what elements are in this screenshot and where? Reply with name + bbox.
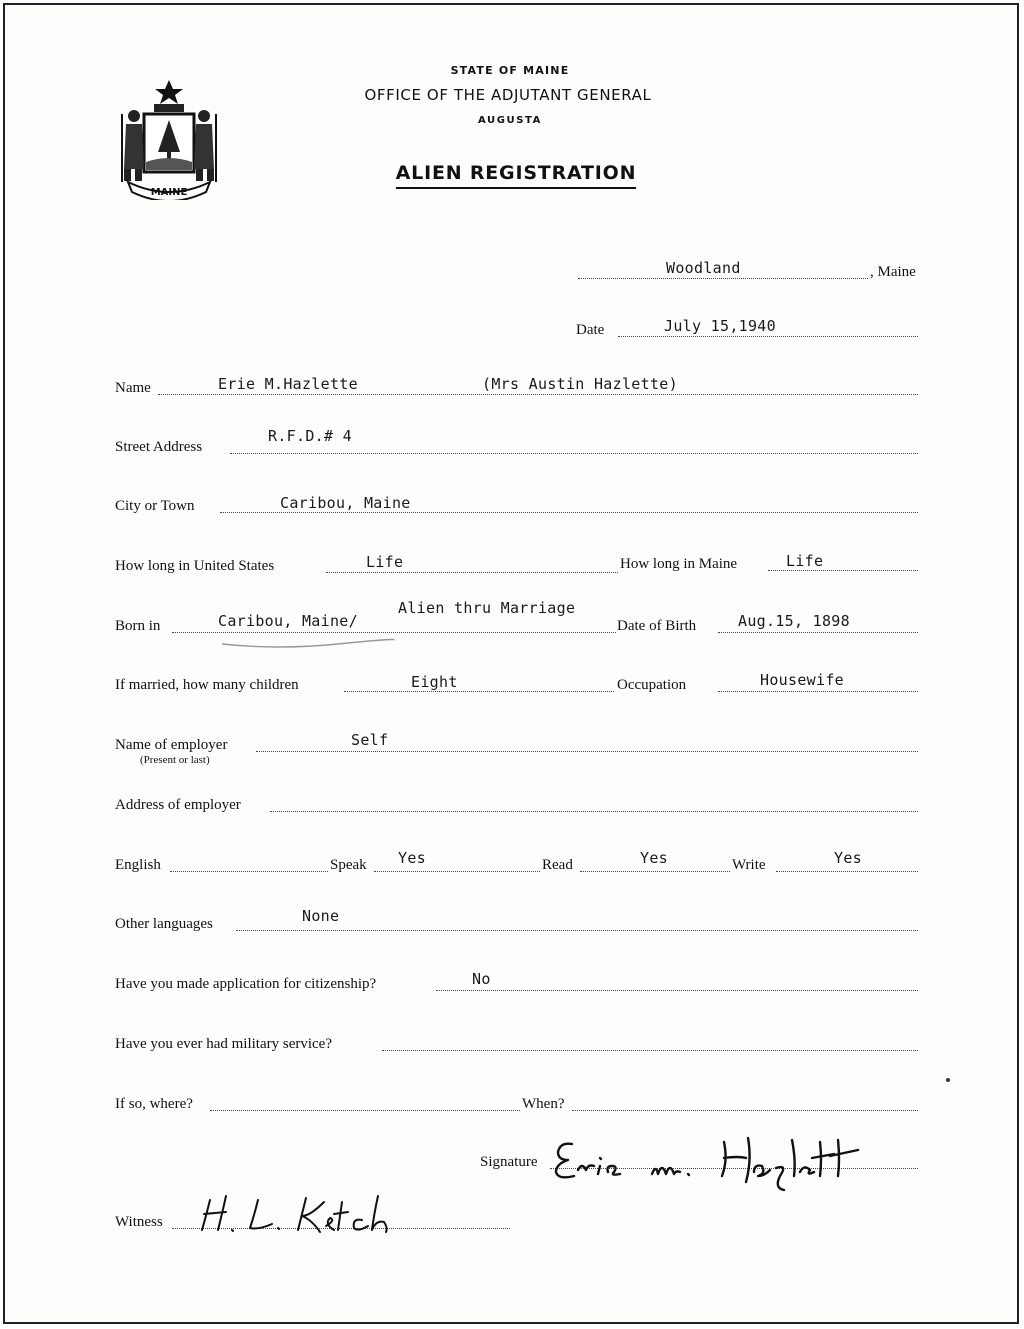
read-label: Read: [542, 857, 573, 873]
name-label: Name: [115, 380, 151, 396]
maine-duration-label: How long in Maine: [620, 556, 738, 572]
name-value: Erie M.Hazlette: [218, 375, 358, 393]
occupation-line: [718, 691, 918, 692]
other-languages-line: [236, 930, 918, 931]
born-value: Caribou, Maine/: [218, 612, 358, 630]
maine-duration-value: Life: [786, 552, 824, 570]
street-value: R.F.D.# 4: [268, 427, 352, 445]
city-value: Caribou, Maine: [280, 494, 411, 512]
employer-address-label: Address of employer: [115, 797, 241, 813]
children-value: Eight: [411, 673, 458, 691]
witness-signature: [196, 1190, 416, 1238]
write-label: Write: [732, 857, 766, 873]
speak-line: [374, 871, 540, 872]
military-label: Have you ever had military service?: [115, 1036, 332, 1052]
other-languages-label: Other languages: [115, 916, 213, 932]
when-line: [572, 1110, 918, 1111]
other-languages-value: None: [302, 907, 340, 925]
us-duration-label: How long in United States: [115, 558, 275, 574]
town-value: Woodland: [666, 259, 741, 277]
stray-mark: [946, 1078, 950, 1082]
citizenship-value: No: [472, 970, 491, 988]
form-title-text: ALIEN REGISTRATION: [396, 162, 637, 189]
header-city: AUGUSTA: [477, 115, 543, 126]
military-line: [382, 1050, 918, 1051]
children-label: If married, how many children: [115, 677, 299, 693]
when-label: When?: [522, 1096, 565, 1112]
dob-value: Aug.15, 1898: [738, 612, 850, 630]
witness-label: Witness: [115, 1214, 163, 1230]
employer-value: Self: [351, 731, 389, 749]
form-title: [4, 162, 1024, 184]
city-label: City or Town: [115, 498, 195, 514]
us-duration-value: Life: [366, 553, 404, 571]
employer-label: Name of employer: [115, 737, 228, 753]
dob-label: Date of Birth: [617, 618, 697, 634]
date-value: July 15,1940: [664, 317, 776, 335]
speak-label: Speak: [330, 857, 367, 873]
maine-duration-line: [768, 570, 918, 571]
us-duration-line: [326, 572, 618, 573]
pencil-underline-mark: [218, 636, 398, 650]
born-note: Alien thru Marriage: [398, 599, 576, 617]
write-value: Yes: [834, 849, 862, 867]
write-line: [776, 871, 918, 872]
occupation-value: Housewife: [760, 671, 844, 689]
signature-text: Erie M. Hazlett: [548, 1130, 555, 1131]
where-line: [210, 1110, 520, 1111]
signature-label: Signature: [480, 1154, 538, 1170]
employer-sublabel: (Present or last): [140, 754, 210, 766]
header-office: OFFICE OF THE ADJUTANT GENERAL: [364, 86, 652, 104]
english-line: [170, 871, 328, 872]
occupation-label: Occupation: [617, 677, 687, 693]
employer-line: [256, 751, 918, 752]
date-label: Date: [576, 322, 605, 338]
english-label: English: [115, 857, 161, 873]
read-line: [580, 871, 730, 872]
date-line: [618, 336, 918, 337]
name-alt-value: (Mrs Austin Hazlette): [482, 375, 678, 393]
born-line: [172, 632, 616, 633]
speak-value: Yes: [398, 849, 426, 867]
street-line: [230, 453, 918, 454]
seal-banner-text: MAINE: [150, 187, 188, 198]
name-line: [158, 394, 918, 395]
citizenship-line: [436, 990, 918, 991]
citizenship-label: Have you made application for citizenship?: [115, 976, 377, 992]
where-label: If so, where?: [115, 1096, 193, 1112]
employer-address-line: [270, 811, 918, 812]
read-value: Yes: [640, 849, 668, 867]
dob-line: [718, 632, 918, 633]
children-line: [344, 691, 614, 692]
born-label: Born in: [115, 618, 161, 634]
city-line: [220, 512, 918, 513]
form-sheet: [3, 3, 1019, 1324]
applicant-signature: [548, 1130, 868, 1194]
town-line: [578, 278, 868, 279]
town-suffix-label: , Maine: [870, 264, 916, 280]
street-label: Street Address: [115, 439, 203, 455]
header-state: STATE OF MAINE: [450, 64, 570, 77]
witness-text: H. L. Ketch: [196, 1190, 201, 1191]
